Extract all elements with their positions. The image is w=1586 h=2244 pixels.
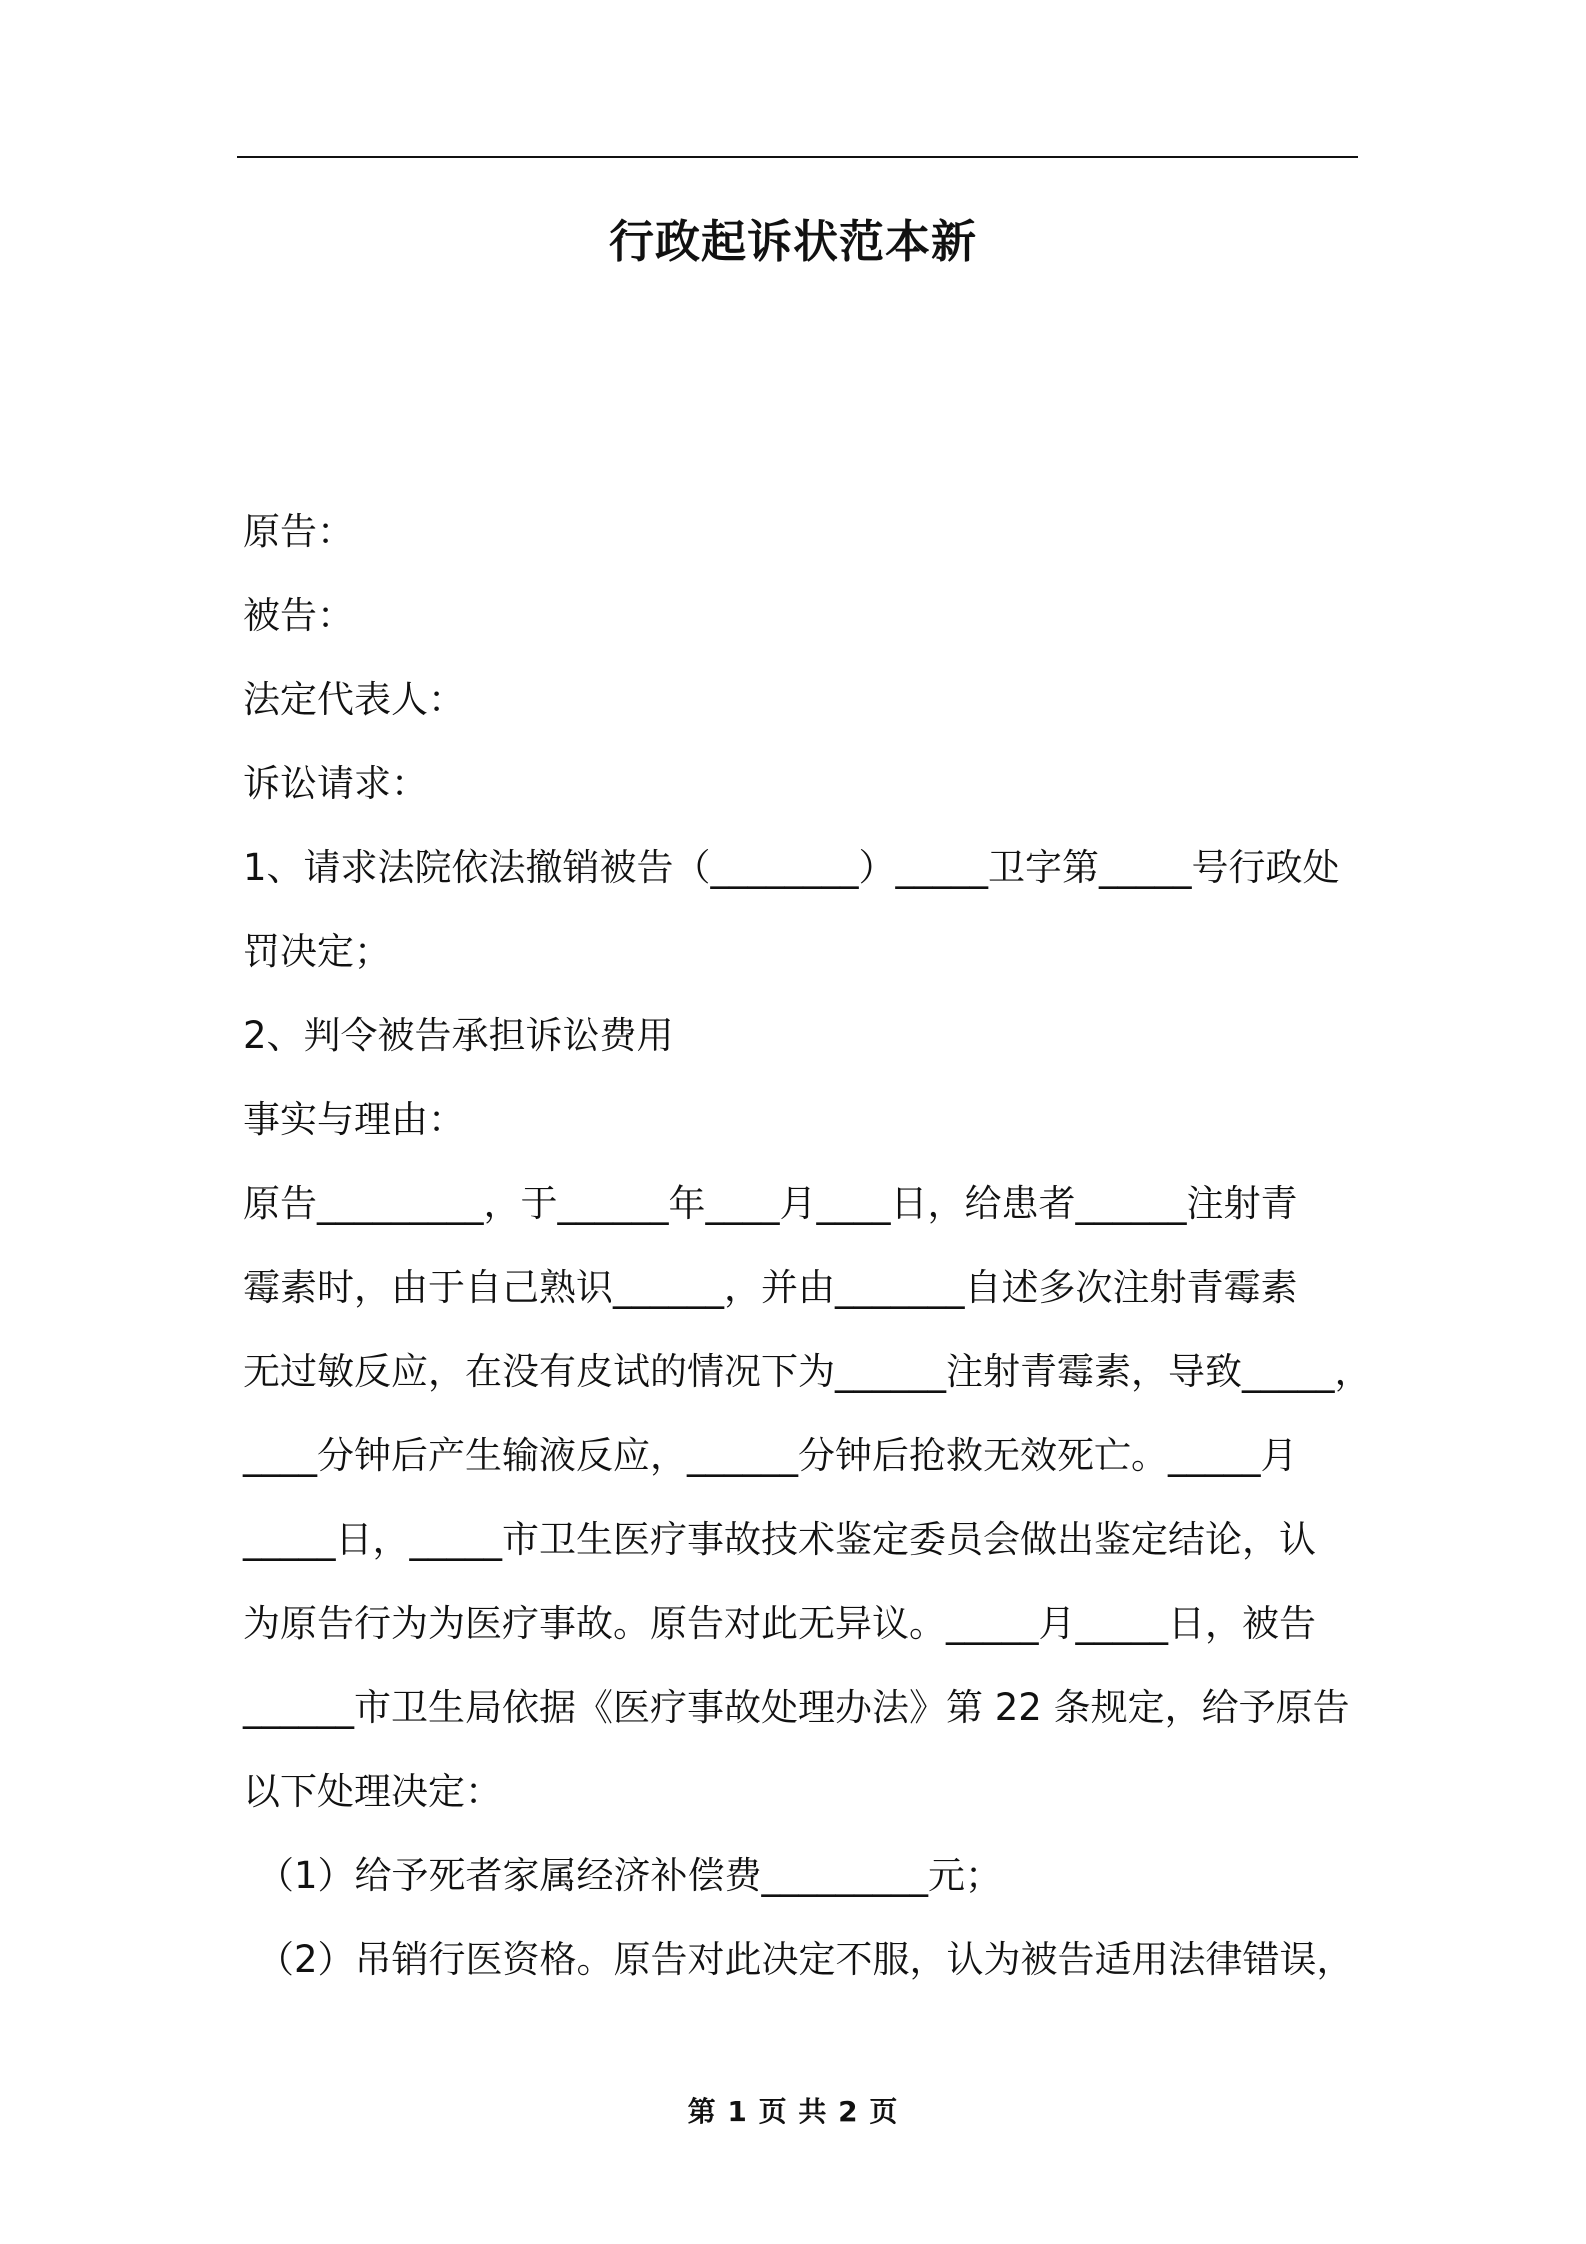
plaintiff-label: 原告： (243, 510, 354, 553)
facts-paragraph-line: 原告_________，于______年____月____日，给患者______注射青 (243, 1182, 1298, 1225)
legal-representative-label: 法定代表人： (243, 678, 465, 721)
facts-paragraph-line: 霉素时，由于自己熟识______，并由_______自述多次注射青霉素 (243, 1266, 1298, 1309)
document-title: 行政起诉状范本新 (608, 215, 977, 268)
facts-paragraph-line: ____分钟后产生输液反应，______分钟后抢救无效死亡。_____月 (243, 1434, 1298, 1477)
facts-heading: 事实与理由： (243, 1098, 465, 1141)
page-footer: 第 1 页 共 2 页 (687, 2095, 899, 2128)
decision-item-2: （2）吊销行医资格。原告对此决定不服，认为被告适用法律错误， (257, 1938, 1354, 1981)
decision-item-1: （1）给予死者家属经济补偿费_________元； (257, 1854, 1003, 1897)
facts-paragraph-line: 以下处理决定： (243, 1770, 502, 1813)
defendant-label: 被告： (243, 594, 354, 637)
claim-2: 2、判令被告承担诉讼费用 (243, 1014, 674, 1057)
facts-paragraph-line: _____日，_____市卫生医疗事故技术鉴定委员会做出鉴定结论，认 (243, 1518, 1316, 1561)
claims-heading: 诉讼请求： (243, 762, 428, 805)
facts-paragraph-line: 无过敏反应，在没有皮试的情况下为______注射青霉素，导致_____， (243, 1350, 1372, 1393)
header-rule (237, 156, 1358, 158)
claim-1-line-1: 1、请求法院依法撤销被告（________）_____卫字第_____号行政处 (243, 846, 1340, 889)
facts-paragraph-line: ______市卫生局依据《医疗事故处理办法》第 22 条规定，给予原告 (243, 1686, 1350, 1729)
facts-paragraph-line: 为原告行为为医疗事故。原告对此无异议。_____月_____日，被告 (243, 1602, 1316, 1645)
document-body (243, 490, 1383, 2002)
claim-1-line-2: 罚决定； (243, 930, 391, 973)
